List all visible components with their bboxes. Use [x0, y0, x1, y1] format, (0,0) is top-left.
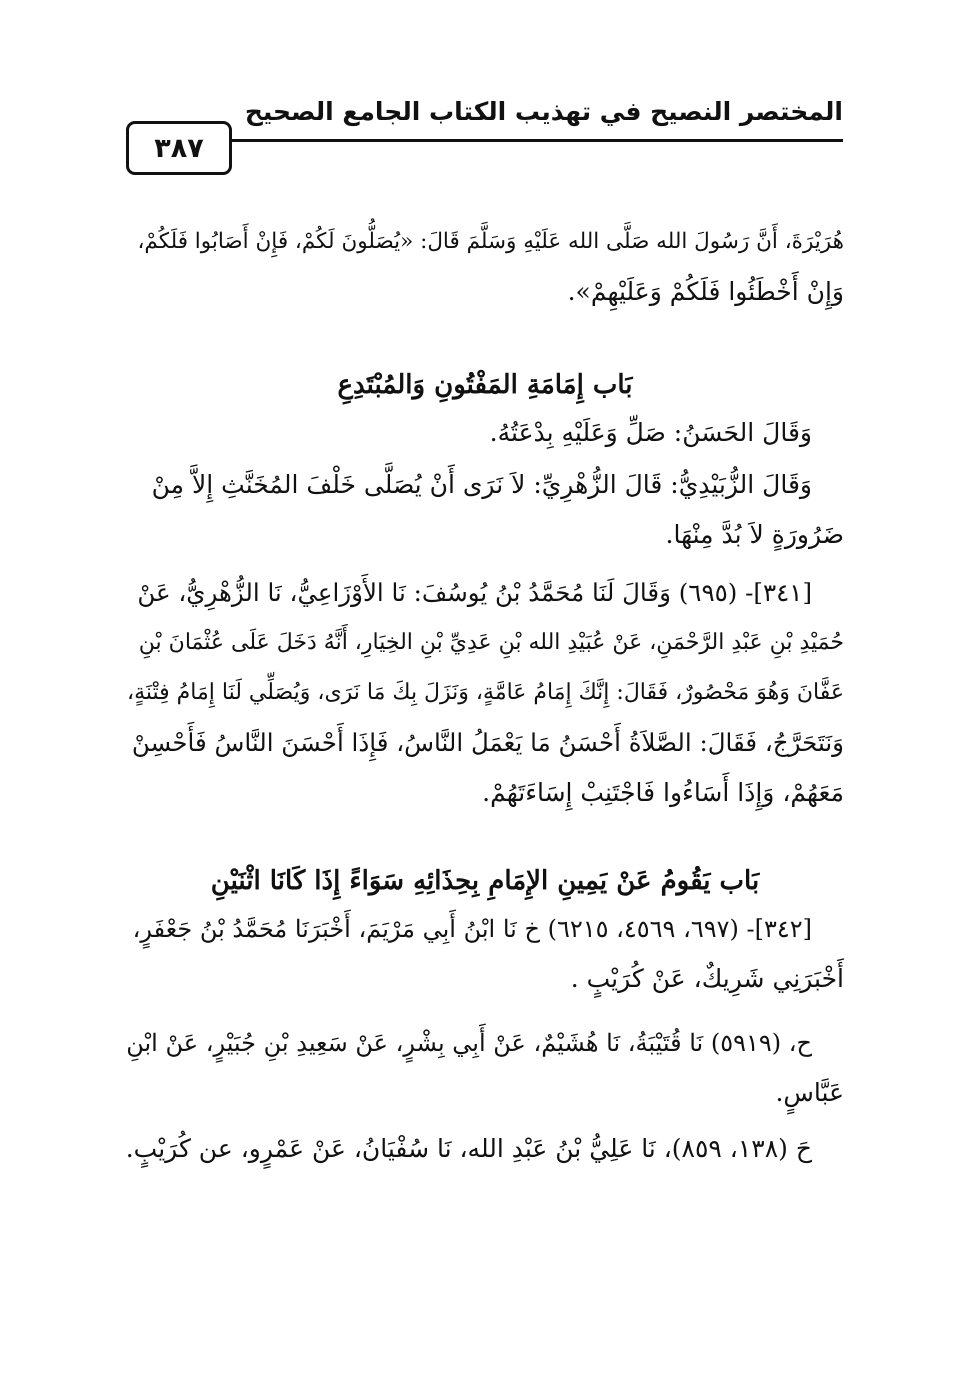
- text-line: حَ (١٣٨، ٨٥٩)، نَا عَلِيُّ بْنُ عَبْدِ الله، نَا سُفْيَانُ، عَنْ عَمْرٍو، عن كُرَيْبٍ.: [125, 1134, 812, 1163]
- text-line: أَخْبَرَنِي شَرِيكٌ، عَنْ كُرَيْبٍ .: [570, 964, 844, 993]
- running-title: المختصر النصيح في تهذيب الكتاب الجامع الصحيح: [244, 97, 843, 126]
- hasan-paragraph: [126, 408, 844, 458]
- text-line: عَبَّاسٍ.: [775, 1078, 844, 1107]
- header-rule: [232, 139, 843, 142]
- text-line: ح، (٥٩١٩) نَا قُتَيْبَةُ، نَا هُشَيْمٌ، عَنْ أَبِي بِشْرٍ، عَنْ سَعِيدِ بْنِ جُبَيْرٍ، عَنْ ابْنِ: [126, 1029, 812, 1057]
- text-line: [٣٤١]- (٦٩٥) وَقَالَ لَنَا مُحَمَّدُ بْنُ يُوسُفَ: نَا الأَوْزَاعِيُّ، نَا الزُّهْرِيُّ، عَنْ: [137, 578, 812, 607]
- hadith-342: [126, 904, 844, 1004]
- page-number: ٣٨٧: [154, 132, 204, 164]
- isnad-paragraph: [126, 1124, 844, 1174]
- text-line: وَقَالَ الزُّبَيْدِيُّ: قَالَ الزُّهْرِيِّ: لاَ نَرَى أَنْ يُصَلَّى خَلْفَ المُخَنَّثِ إِلاَّ مِنْ: [151, 470, 812, 499]
- zubaydi-paragraph: [126, 460, 844, 560]
- text-line: وَإِنْ أَخْطَئُوا فَلَكُمْ وَعَلَيْهِمْ».: [567, 277, 844, 306]
- text-line: هُرَيْرَةَ، أَنَّ رَسُولَ الله صَلَّى الله عَلَيْهِ وَسَلَّمَ قَالَ: «يُصَلُّونَ لَكُمْ، فَإِنْ أَصَابُوا فَلَكُمْ،: [137, 229, 844, 254]
- chapter-heading: بَاب يَقُومُ عَنْ يَمِينِ الإِمَامِ بِحِذَائِهِ سَوَاءً إِذَا كَانَا اثْنَيْنِ: [210, 866, 760, 896]
- page-number-box: [126, 121, 232, 175]
- text-line: وَقَالَ الحَسَنُ: صَلِّ وَعَلَيْهِ بِدْعَتُهُ.: [489, 418, 812, 447]
- text-line: عَفَّانَ وَهُوَ مَحْصُورٌ، فَقَالَ: إِنَّكَ إِمَامُ عَامَّةٍ، وَنَزَلَ بِكَ مَا نَرَى، وَيُصَلِّي لَنَا إِمَامُ فِتْنَةٍ،: [126, 680, 844, 705]
- chapter-heading: بَاب إِمَامَةِ المَفْتُونِ وَالمُبْتَدِعِ: [337, 370, 633, 400]
- opening-paragraph: [126, 217, 844, 317]
- text-line: وَنَتَحَرَّجُ، فَقَالَ: الصَّلاَةُ أَحْسَنُ مَا يَعْمَلُ النَّاسُ، فَإِذَا أَحْسَنَ النَّاسُ فَأَحْسِنْ: [131, 728, 844, 757]
- text-line: ضَرُورَةٍ لاَ بُدَّ مِنْهَا.: [665, 520, 844, 549]
- text-line: [٣٤٢]- (٦٩٧، ٤٥٦٩، ٦٢١٥) خ نَا ابْنُ أَبِي مَرْيَمَ، أَخْبَرَنَا مُحَمَّدُ بْنُ جَعْفَرٍ،: [132, 915, 812, 943]
- text-line: مَعَهُمْ، وَإِذَا أَسَاءُوا فَاجْتَنِبْ إِسَاءَتَهُمْ.: [482, 778, 844, 807]
- hadith-341: [126, 568, 844, 818]
- isnad-paragraph: [126, 1018, 844, 1118]
- text-line: حُمَيْدِ بْنِ عَبْدِ الرَّحْمَنِ، عَنْ عُبَيْدِ الله بْنِ عَدِيِّ بْنِ الخِيَارِ، أَنَّهُ دَخَلَ عَلَى عُثْمَانَ بْنِ: [138, 630, 844, 655]
